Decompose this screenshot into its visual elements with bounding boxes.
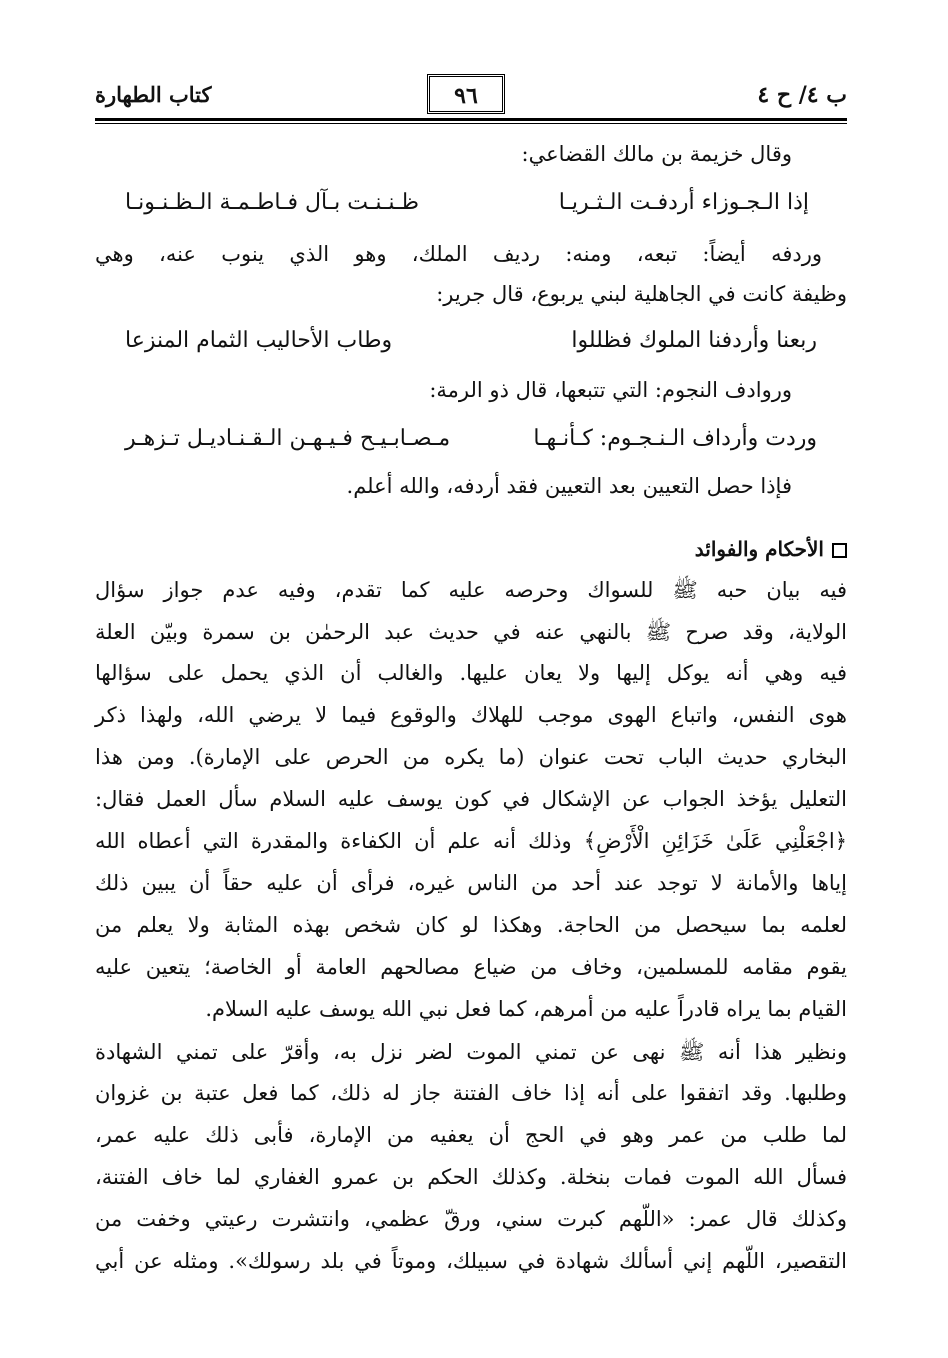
square-bullet-icon [832, 543, 847, 558]
paragraph-line: فإذا حصل التعيين بعد التعيين فقد أردفه، والله أعلم. [346, 474, 792, 498]
paragraph-line: فسأل الله الموت فمات بنخلة. وكذلك الحكم بن عمرو الغفاري لما خاف الفتنة، [95, 1165, 847, 1189]
header-rule [95, 118, 847, 121]
verse-3-first-hemistich: وردت وأرداف الـنـجـوم: كـأنـهـا [533, 426, 817, 451]
paragraph-line: لعلمه بما سيحصل من الحاجة. وهكذا لو كان شخص بهذه المثابة ولا يعلم من [95, 913, 847, 937]
paragraph-line: وظيفة كانت في الجاهلية لبني يربوع، قال جرير: [436, 282, 847, 306]
section-heading-text: الأحكام والفوائد [694, 537, 824, 561]
paragraph-line: يقوم مقامه للمسلمين، وخاف من ضياع مصالحهم العامة أو الخاصة؛ يتعين عليه [95, 955, 847, 979]
paragraph-line: وردفه أيضاً: تبعه، ومنه: رديف الملك، وهو الذي ينوب عنه، وهي [95, 242, 822, 266]
paragraph-line: التعليل يؤخذ الجواب عن الإشكال في كون يوسف عليه السلام سأل العمل فقال: [95, 787, 847, 811]
page-header [95, 74, 847, 124]
paragraph-line: القيام بما يراه قادراً عليه من أمرهم، كما فعل نبي الله يوسف عليه السلام. [205, 997, 847, 1021]
page-number: ٩٦ [427, 74, 505, 114]
paragraph-line: هوى النفس، واتباع الهوى موجب للهلاك والوقوع فيما لا يرضي الله، ولهذا ذكر [95, 703, 847, 727]
header-book-title: كتاب الطهارة [95, 82, 212, 107]
paragraph-line: لما طلب من عمر وهو في الحج أن يعفيه من الإمارة، فأبى ذلك عليه عمر، [95, 1123, 847, 1147]
header-rule-thin [95, 123, 847, 124]
section-heading [95, 537, 847, 561]
paragraph-line: وكذلك قال عمر: «اللّهم كبرت سني، ورقّ عظمي، وانتشرت رعيتي وخفت من [95, 1207, 847, 1231]
paragraph-line: فيه وهي أنه يوكل إليها ولا يعان عليها. والغالب أن الذي يحمل على سؤالها [95, 661, 847, 685]
poem-intro-2: وروادف النجوم: التي تتبعها، قال ذو الرمة: [429, 378, 792, 402]
header-reference: ب ٤/ ح ٤ [757, 82, 847, 108]
verse-1-second-hemistich: ظـنـنـت بـآل فـاطـمـة الـظـنـونـا [125, 190, 420, 215]
paragraph-line: فيه بيان حبه ﷺ للسواك وحرصه عليه كما تقدم، وفيه عدم جواز سؤال [95, 578, 847, 602]
paragraph-line: البخاري حديث الباب تحت عنوان (ما يكره من الحرص على الإمارة). ومن هذا [95, 745, 847, 769]
paragraph-line: إياها والأمانة لا توجد عند أحد من الناس غيره، فرأى أن عليه حقاً أن يبين ذلك [95, 871, 847, 895]
paragraph-line: الولاية، وقد صرح ﷺ بالنهي عنه في حديث عبد الرحمٰن بن سمرة وبيّن العلة [95, 620, 847, 644]
paragraph-line: التقصير، اللّهم إني أسألك شهادة في سبيلك، وموتاً في بلد رسولك». ومثله عن أبي [95, 1249, 847, 1273]
verse-3-second-hemistich: مـصـابـيـح فـيـهـن الـقـنـاديـل تـزهـر [125, 426, 451, 451]
paragraph-line: ونظير هذا أنه ﷺ نهى عن تمني الموت لضر نزل به، وأقرّ على تمني الشهادة [95, 1040, 847, 1064]
verse-2-second-hemistich: وطاب الأحاليب الثمام المنزعا [125, 328, 393, 353]
verse-1-first-hemistich: إذا الـجـوزاء أردفـت الـثـريـا [558, 190, 809, 215]
paragraph-line: وطلبها. وقد اتفقوا على أنه إذا خاف الفتنة جاز له ذلك، كما فعل عتبة بن غزوان [95, 1081, 847, 1105]
verse-2-first-hemistich: ربعنا وأردفنا الملوك فظللوا [571, 328, 817, 353]
paragraph-line: ﴿اجْعَلْنِي عَلَىٰ خَزَائِنِ الْأَرْضِ﴾ وذلك أنه علم أن الكفاءة والمقدرة التي أعطاه الله [95, 829, 847, 853]
poem-intro-1: وقال خزيمة بن مالك القضاعي: [521, 142, 792, 166]
